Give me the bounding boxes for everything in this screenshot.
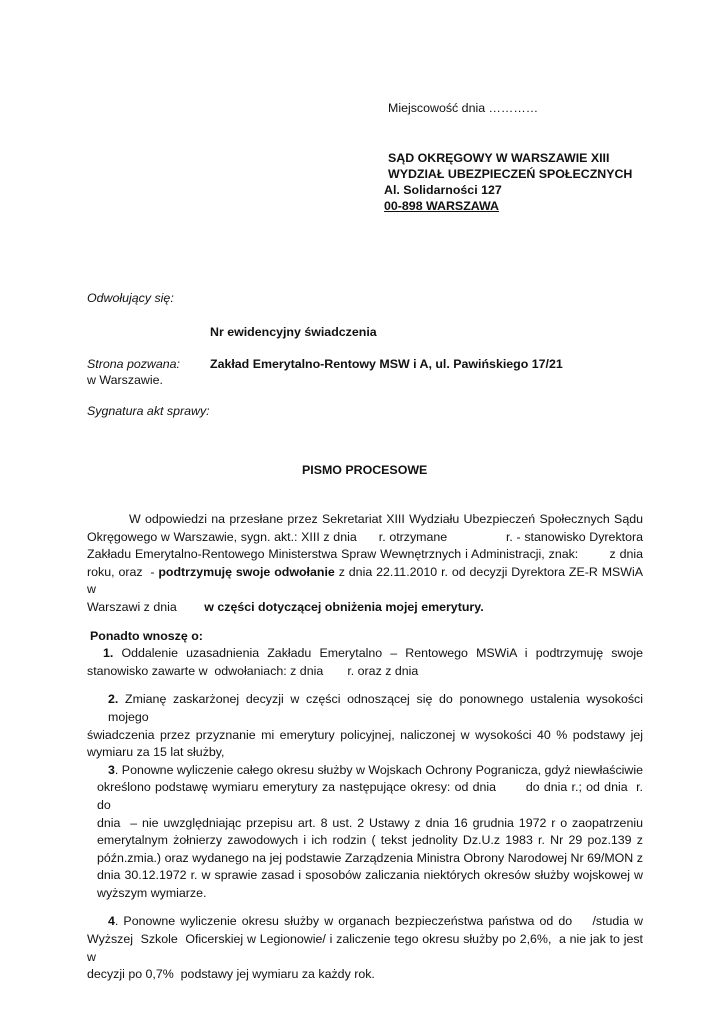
court-address: Al. Solidarności 127	[384, 183, 502, 197]
document-title: PISMO PROCESOWE	[302, 463, 428, 477]
benefit-number-label: Nr ewidencyjny świadczenia	[210, 325, 377, 339]
court-city: 00-898 WARSZAWA	[384, 199, 499, 213]
body-line	[87, 931, 647, 966]
text-segment: stanowisko zawarte w odwołaniach: z dnia r. oraz z dnia	[87, 663, 419, 678]
bold-text-segment: 4	[108, 914, 115, 929]
text-segment: Oddalenie uzasadnienia Zakładu Emerytalno – Rentowego MSWiA i podtrzymuję swoje	[113, 646, 643, 661]
text-segment: Zakładu Emerytalno-Rentowego Ministerstwa Spraw Wewnętrznych i Administracji, znak: z dnia	[87, 547, 643, 562]
body-line	[87, 913, 643, 931]
body-line	[87, 691, 647, 726]
body-line	[87, 663, 643, 681]
text-segment: świadczenia przez przyznanie mi emerytury policyjnej, naliczonej w wysokości 40 % podstawy jej	[87, 727, 643, 742]
text-segment: decyzji po 0,7% podstawy jej wymiaru za każdy rok.	[87, 967, 375, 982]
text-segment: dnia 30.12.1972 r. w sprawie zasad i sposobów zaliczania niektórych okresów służby wojskowej w	[97, 868, 643, 883]
court-department: WYDZIAŁ UBEZPIECZEŃ SPOŁECZNYCH	[388, 167, 633, 181]
case-signature-label: Sygnatura akt sprawy:	[87, 404, 210, 418]
body-line	[87, 727, 643, 745]
text-segment: z dnia 22.11.2010 r. od decyzji Dyrektora ZE-R MSWiA w	[87, 564, 647, 597]
body-line	[87, 779, 647, 814]
body-line	[87, 599, 643, 617]
body-line	[87, 564, 647, 599]
text-segment: . Ponowne wyliczenie okresu służby w organach bezpieczeństwa państwa od do /studia w	[114, 914, 643, 929]
defendant-label: Strona pozwana:	[87, 357, 180, 371]
body-line	[87, 628, 643, 646]
body-line	[87, 511, 643, 529]
defendant-city: w Warszawie.	[87, 373, 163, 387]
text-segment: Warszawi z dnia	[87, 599, 205, 614]
text-segment: określono podstawę wymiaru emerytury za następujące okresy: od dnia do dnia r.; od dnia r. do	[97, 780, 647, 812]
text-segment: emerytalnym żołnierzy zawodowych i ich rodzin ( tekst jednolity Dz.U.z 1983 r. Nr 29 poz.139 z	[97, 833, 643, 848]
bold-text-segment: 2.	[108, 692, 119, 707]
text-segment: . Ponowne wyliczenie całego okresu służby w Wojskach Ochrony Pogranicza, gdyż niewłaściwie	[114, 762, 643, 777]
body-line	[87, 529, 643, 547]
bold-text-segment: 1.	[103, 646, 114, 661]
bold-text-segment: w części dotyczącej obniżenia mojej emerytury.	[204, 599, 484, 614]
text-segment: wyższym wymiarze.	[97, 885, 207, 900]
text-segment: późn.zmia.) oraz wydanego na jej podstawie Zarządzenia Ministra Obrony Narodowej Nr 69/MON z	[97, 850, 643, 865]
text-segment: Wyższej Szkole Oficerskiej w Legionowie/ i zaliczenie tego okresu służby po 2,6%, a nie jak to jest w	[87, 932, 647, 964]
defendant-name: Zakład Emerytalno-Rentowy MSW i A, ul. Pawińskiego 17/21	[210, 357, 563, 371]
body-line	[87, 815, 643, 833]
body-line	[87, 850, 643, 868]
text-segment: Okręgowego w Warszawie, sygn. akt.: XIII z dnia r. otrzymane r. - stanowisko Dyrektora	[87, 529, 643, 544]
document-body	[87, 511, 647, 1024]
text-segment: W odpowiedzi na przesłane przez Sekretariat XIII Wydziału Ubezpieczeń Społecznych Sądu	[129, 512, 643, 526]
text-segment: dnia – nie uwzględniając przepisu art. 8 ust. 2 Ustawy z dnia 16 grudnia 1972 r o zaopatrzeniu	[97, 815, 643, 830]
bold-text-segment: 3	[108, 762, 115, 777]
body-line	[87, 832, 643, 850]
body-line	[87, 645, 643, 663]
bold-text-segment: Ponadto wnoszę o:	[90, 628, 203, 643]
body-line	[87, 867, 643, 885]
text-segment: wymiaru za 15 lat służby,	[87, 745, 225, 760]
text-segment: Zmianę zaskarżonej decyzji w części odnoszącej się do ponownego ustalenia wysokości mojego	[108, 692, 647, 724]
body-line	[87, 966, 643, 984]
body-line	[87, 762, 643, 780]
text-segment: roku, oraz -	[87, 564, 159, 579]
body-line	[87, 744, 643, 762]
body-line	[87, 885, 643, 903]
body-line	[87, 546, 643, 564]
bold-text-segment: podtrzymuję swoje odwołanie	[158, 564, 335, 579]
court-name: SĄD OKRĘGOWY W WARSZAWIE XIII	[388, 151, 610, 165]
appellant-label: Odwołujący się:	[87, 291, 174, 305]
place-date: Miejscowość dnia …………	[388, 101, 539, 115]
